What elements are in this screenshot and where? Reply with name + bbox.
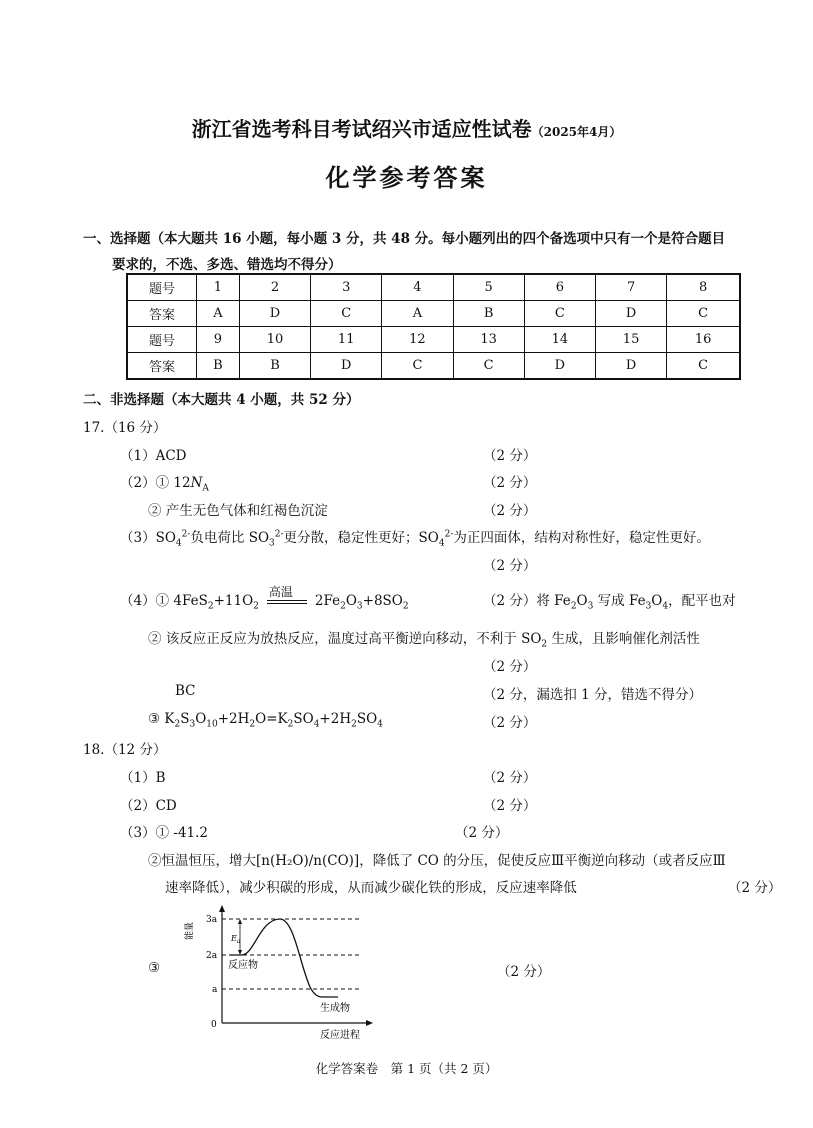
q17-answer-4-3: ③ $K_2S_3O_{10}+2H_2O=K_2SO_4+2H_2SO_4$ xyxy=(148,711,383,730)
section2-heading: 二、非选择题（本大题共 4 小题，共 52 分） xyxy=(83,392,360,408)
table-cell: C xyxy=(667,353,740,380)
table-row xyxy=(127,301,740,327)
q17-answer-2-1: （2）① $12N_A$ xyxy=(120,475,209,494)
q17-score-4-3: （2 分） xyxy=(483,715,537,731)
energy-profile-diagram xyxy=(180,905,380,1045)
table-cell: C xyxy=(311,301,382,327)
q17-answer-4-2: ② 该反应正反应为放热反应，温度过高平衡逆向移动，不利于 $SO_2$ 生成，且影响催化剂活性 xyxy=(148,631,700,650)
q18-answer-2: （2）CD xyxy=(120,798,177,814)
reactant-label: 反应物 xyxy=(228,960,258,971)
tick-3a: 3a xyxy=(206,915,218,925)
energy-curve xyxy=(230,919,338,997)
q17-answer-4-1: （4）① $4FeS_2+11O_2$ 高温 $2Fe_2O_3+8SO_2$ xyxy=(120,584,409,612)
table-row-header: 题号 xyxy=(127,327,197,353)
table-cell: C xyxy=(453,353,524,380)
ea-arrow-head-top xyxy=(238,919,242,924)
page-subtitle: 化学参考答案 xyxy=(325,163,488,192)
table-cell: 4 xyxy=(382,274,453,301)
q18-score-1: （2 分） xyxy=(483,770,537,786)
x-axis-label: 反应进程 xyxy=(320,1030,360,1041)
q17-score-1: （2 分） xyxy=(483,448,537,464)
table-row xyxy=(127,274,740,301)
q18-score-3-3: （2 分） xyxy=(497,964,551,980)
section1-heading-line2: 要求的，不选、多选、错选均不得分） xyxy=(112,257,342,273)
table-cell: 3 xyxy=(311,274,382,301)
table-cell: 7 xyxy=(595,274,666,301)
table-row xyxy=(127,327,740,353)
table-cell: 13 xyxy=(453,327,524,353)
table-cell: 15 xyxy=(595,327,666,353)
table-cell: A xyxy=(197,301,240,327)
exam-date: （2025年4月） xyxy=(531,125,622,139)
table-cell: D xyxy=(595,353,666,380)
q17-answer-3: $(3)SO_4^{2-}$负电荷比 $SO_3^{2-}$更分散，稳定性更好；$SO_4^{2-}$为正四面体，结构对称性好，稳定性更好。 xyxy=(120,529,710,549)
q17-score-4-2: （2 分） xyxy=(483,659,537,675)
table-cell: C xyxy=(382,353,453,380)
table-cell: 11 xyxy=(311,327,382,353)
q18-answer-1: （1）B xyxy=(120,770,166,786)
exam-title: 浙江省选考科目考试绍兴市适应性试卷（2025年4月） xyxy=(191,117,622,141)
table-cell: 5 xyxy=(453,274,524,301)
table-row-header: 答案 xyxy=(127,301,197,327)
q18-answer-3-3: ③ xyxy=(148,960,161,976)
table-cell: 12 xyxy=(382,327,453,353)
q17-answer-2-2: ② 产生无色气体和红褐色沉淀 xyxy=(148,503,328,519)
q18-label: 18.（12 分） xyxy=(83,742,167,758)
q17-score-4-1: （2 分）将 $Fe_2O_3$ 写成 $Fe_3O_4$，配平也对 xyxy=(483,593,736,612)
q17-score-3: （2 分） xyxy=(483,558,537,574)
section1-heading-line1: 一、选择题（本大题共 16 小题，每小题 3 分，共 48 分。每小题列出的四个备选项中只有一个是符合题目 xyxy=(83,231,726,247)
q18-score-3-1: （2 分） xyxy=(455,825,509,841)
q17-score-2-2: （2 分） xyxy=(483,503,537,519)
table-cell: 6 xyxy=(524,274,595,301)
table-row-header: 题号 xyxy=(127,274,197,301)
q17-label: 17.（16 分） xyxy=(83,420,167,436)
ea-label: $E_a$ xyxy=(231,934,241,945)
table-row xyxy=(127,353,740,380)
q18-score-2: （2 分） xyxy=(483,798,537,814)
table-cell: 8 xyxy=(667,274,740,301)
q18-score-3-2: （2 分） xyxy=(728,880,782,896)
table-cell: A xyxy=(382,301,453,327)
q18-answer-3-1: （3）① -41.2 xyxy=(120,825,209,841)
table-cell: 2 xyxy=(239,274,310,301)
y-axis-label: 能量 xyxy=(185,921,195,941)
table-row-header: 答案 xyxy=(127,353,197,380)
q17-answer-4-bc: BC xyxy=(175,683,196,699)
table-cell: 1 xyxy=(197,274,240,301)
table-cell: B xyxy=(197,353,240,380)
table-cell: D xyxy=(311,353,382,380)
x-axis-arrow xyxy=(366,1020,373,1026)
table-cell: D xyxy=(239,301,310,327)
table-cell: 10 xyxy=(239,327,310,353)
table-cell: D xyxy=(595,301,666,327)
ea-arrow-head-bottom xyxy=(238,950,242,955)
table-cell: 14 xyxy=(524,327,595,353)
table-cell: B xyxy=(239,353,310,380)
reaction-condition-arrow: 高温 xyxy=(267,595,307,609)
q18-answer-3-2-line2: 速率降低），减少积碳的形成，从而减少碳化铁的形成，反应速率降低 xyxy=(165,880,577,896)
tick-2a: 2a xyxy=(206,951,218,961)
q17-score-2-1: （2 分） xyxy=(483,475,537,491)
table-cell: 16 xyxy=(667,327,740,353)
table-cell: C xyxy=(667,301,740,327)
tick-a: a xyxy=(212,985,218,995)
page-footer: 化学答案卷 第 1 页（共 2 页） xyxy=(315,1061,498,1076)
q17-score-4-bc: （2 分，漏选扣 1 分，错选不得分） xyxy=(483,687,703,703)
table-cell: C xyxy=(524,301,595,327)
table-cell: D xyxy=(524,353,595,380)
table-cell: B xyxy=(453,301,524,327)
y-axis-arrow xyxy=(219,905,225,912)
q17-answer-1: （1）ACD xyxy=(120,448,187,464)
tick-0: 0 xyxy=(211,1020,217,1030)
product-label: 生成物 xyxy=(320,1003,350,1014)
q18-answer-3-2-line1: ②恒温恒压，增大[n(H₂O)/n(CO)]，降低了 CO 的分压，促使反应Ⅲ平衡逆向移动（或者反应Ⅲ xyxy=(148,853,726,869)
answer-table xyxy=(126,273,741,380)
table-cell: 9 xyxy=(197,327,240,353)
